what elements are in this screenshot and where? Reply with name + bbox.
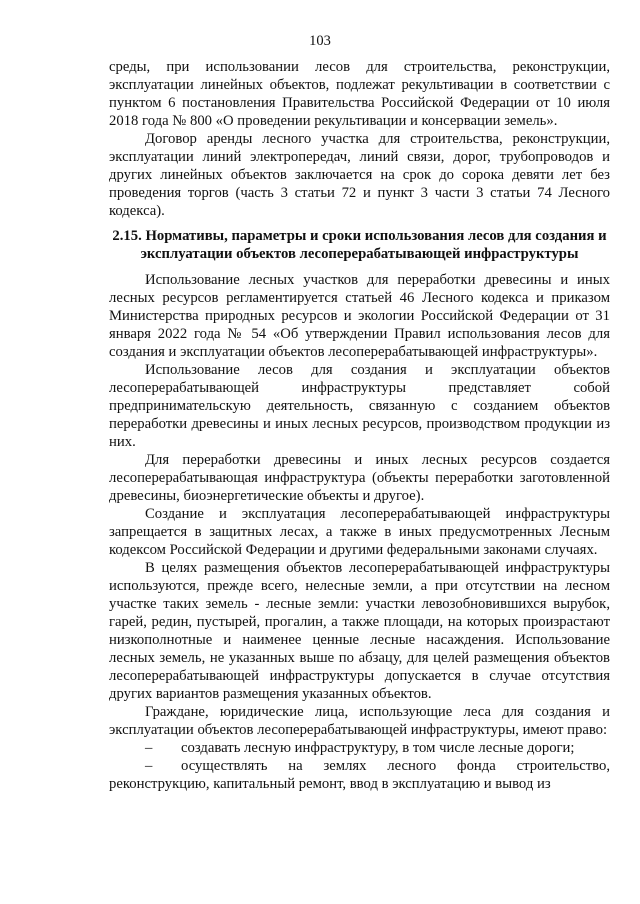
list-item <box>109 757 610 793</box>
paragraph-prohibition: Создание и эксплуатация лесоперерабатывающей инфраструктуры запрещается в защитных лесах, а также в иных предусмотренных Лесным кодексом Российской Федерации и другими федеральными законами случаях. <box>109 506 610 558</box>
paragraph-continuation: среды, при использовании лесов для строительства, реконструкции, эксплуатации линейных объектов, подлежат рекультивации в соответствии с пунктом 6 постановления Правительства Российской Федерации от 10 июля 2018 года № 800 «О проведении рекультивации и консервации земель». <box>109 59 610 129</box>
paragraph-placement: В целях размещения объектов лесоперерабатывающей инфраструктуры используются, прежде всего, нелесные земли, а при отсутствии на лесном участке таких земель - лесные земли: участки левозобновившихся вырубок, гарей, редин, пустырей, прогалин, а также площади, на которых произрастают низкополнотные и наименее ценные лесные насаждения. Использование лесных земель, не указанных выше по абзацу, для целей размещения объектов лесоперерабатывающей инфраструктуры допускается в случае отсутствия других вариантов размещения указанных объектов. <box>109 560 610 702</box>
list-dash: – <box>145 758 153 774</box>
list-item-text: создавать лесную инфраструктуру, в том числе лесные дороги; <box>181 740 575 756</box>
paragraph-regulation: Использование лесных участков для переработки древесины и иных лесных ресурсов регламентируется статьей 46 Лесного кодекса и приказом Министерства природных ресурсов и экологии Российской Федерации от 31 января 2022 года № 54 «Об утверждении Правил использования лесов для создания и эксплуатации объектов лесоперерабатывающей инфраструктуры». <box>109 272 610 360</box>
list-dash: – <box>145 740 153 756</box>
list-item <box>109 739 610 757</box>
page-content <box>109 58 610 793</box>
paragraph-lease-agreement: Договор аренды лесного участка для строительства, реконструкции, эксплуатации линий электропередач, линий связи, дорог, трубопроводов и других линейных объектов заключается на срок до сорока девяти лет без проведения торгов (часть 3 статьи 72 и пункт 3 части 3 статьи 74 Лесного кодекса). <box>109 131 610 219</box>
paragraph-infrastructure: Для переработки древесины и иных лесных ресурсов создается лесоперерабатывающая инфраструктура (объекты переработки заготовленной древесины, биоэнергетические объекты и другое). <box>109 452 610 504</box>
section-heading: 2.15. Нормативы, параметры и сроки использования лесов для создания и эксплуатации объектов лесоперерабатывающей инфраструктуры <box>112 228 607 262</box>
paragraph-rights: Граждане, юридические лица, использующие леса для создания и эксплуатации объектов лесоперерабатывающей инфраструктуры, имеют право: <box>109 704 610 738</box>
page-number: 103 <box>309 33 331 49</box>
list-item-text: осуществлять на землях лесного фонда строительство, реконструкцию, капитальный ремонт, ввод в эксплуатацию и вывод из <box>109 758 610 792</box>
paragraph-business-activity: Использование лесов для создания и эксплуатации объектов лесоперерабатывающей инфраструктуры представляет собой предпринимательскую деятельность, связанную с созданием объектов переработки древесины и иных лесных ресурсов, производством продукции из них. <box>109 362 610 450</box>
